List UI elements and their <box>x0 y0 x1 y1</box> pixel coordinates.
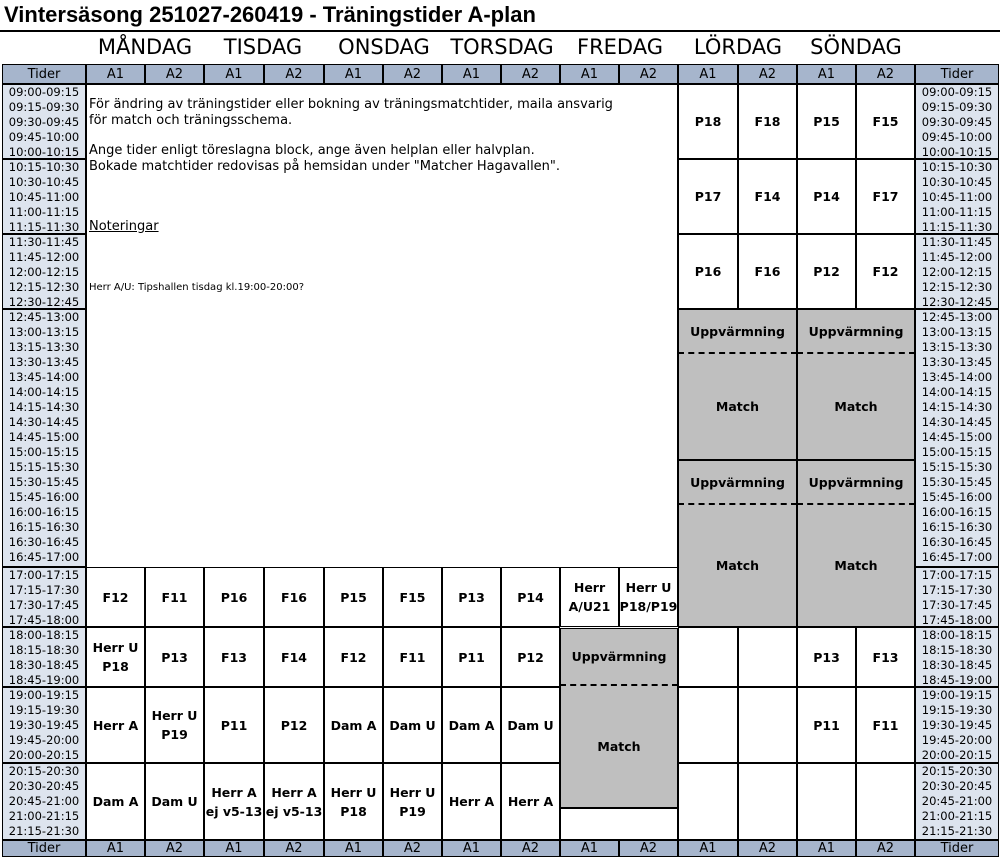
time-left-group-2 <box>2 234 86 309</box>
time-slot: 14:30-14:45 <box>8 415 80 429</box>
time-slot: 15:45-16:00 <box>921 490 993 504</box>
footer-wed-a1: A1 <box>324 840 383 857</box>
time-slot: 20:15-20:30 <box>8 764 80 778</box>
time-slot: 13:45-14:00 <box>921 370 993 384</box>
header-fri-a1: A1 <box>560 64 619 84</box>
schedule-cell: Herr A <box>86 687 145 763</box>
header-thu-a1: A1 <box>442 64 501 84</box>
schedule-cell: P12 <box>501 627 560 687</box>
sun-a2-block3: F12 <box>856 234 915 309</box>
time-slot: 11:45-12:00 <box>8 250 80 264</box>
time-slot: 14:00-14:15 <box>8 385 80 399</box>
schedule-cell: Dam A <box>86 763 145 840</box>
time-slot: 18:30-18:45 <box>8 658 80 672</box>
schedule-cell: Herr A ej v5-13 <box>264 763 324 840</box>
footer-thu-a2: A2 <box>501 840 560 857</box>
schedule-cell: Dam A <box>442 687 501 763</box>
time-slot: 09:45-10:00 <box>8 130 80 144</box>
time-right-group-5 <box>915 627 999 687</box>
header-sat-a2: A2 <box>738 64 797 84</box>
sun-a1-block3: P12 <box>797 234 856 309</box>
time-slot: 10:30-10:45 <box>921 175 993 189</box>
time-slot: 19:45-20:00 <box>921 733 993 747</box>
time-slot: 18:45-19:00 <box>921 673 993 687</box>
time-slot: 20:30-20:45 <box>8 779 80 793</box>
header-tider-left: Tider <box>2 64 86 84</box>
footer-sat-a2: A2 <box>738 840 797 857</box>
footer-thu-a1: A1 <box>442 840 501 857</box>
time-slot: 17:45-18:00 <box>921 613 993 627</box>
time-slot: 20:00-20:15 <box>921 748 993 762</box>
page-title: Vintersäsong 251027-260419 - Träningstider A-plan <box>4 2 536 27</box>
time-slot: 19:45-20:00 <box>8 733 80 747</box>
schedule-cell: F16 <box>264 567 324 627</box>
day-saturday: LÖRDAG <box>693 35 783 59</box>
sun-a2-block1: F15 <box>856 84 915 159</box>
time-slot: 12:30-12:45 <box>8 295 80 309</box>
header-tue-a1: A1 <box>204 64 264 84</box>
time-slot: 09:00-09:15 <box>921 85 993 99</box>
schedule-cell: Herr U P18/P19 <box>619 567 678 627</box>
sat-a2-empty-18 <box>738 627 797 687</box>
time-slot: 19:15-19:30 <box>8 703 80 717</box>
sat-a1-block3: P16 <box>678 234 738 309</box>
sat-a2-empty-19 <box>738 687 797 763</box>
time-slot: 21:00-21:15 <box>8 809 80 823</box>
time-slot: 19:00-19:15 <box>921 688 993 702</box>
schedule-cell: Herr A/U21 <box>560 567 619 627</box>
fri-empty <box>560 808 678 840</box>
header-tue-a2: A2 <box>264 64 324 84</box>
time-slot: 11:15-11:30 <box>921 220 993 234</box>
sat-a2-block3: F16 <box>738 234 797 309</box>
title-divider <box>0 30 1000 32</box>
sat-a1-block2: P17 <box>678 159 738 234</box>
time-slot: 10:15-10:30 <box>8 160 80 174</box>
header-wed-a1: A1 <box>324 64 383 84</box>
time-slot: 14:00-14:15 <box>921 385 993 399</box>
header-tider-right: Tider <box>915 64 999 84</box>
schedule-cell: P15 <box>324 567 383 627</box>
time-slot: 21:00-21:15 <box>921 809 993 823</box>
time-slot: 19:00-19:15 <box>8 688 80 702</box>
time-slot: 15:00-15:15 <box>8 445 80 459</box>
footer-tider-left: Tider <box>2 840 86 857</box>
time-slot: 15:00-15:15 <box>921 445 993 459</box>
time-slot: 12:00-12:15 <box>921 265 993 279</box>
time-right-group-4 <box>915 567 999 627</box>
sat-match-1: Match <box>678 354 797 460</box>
footer-fri-a2: A2 <box>619 840 678 857</box>
time-slot: 10:30-10:45 <box>8 175 80 189</box>
header-fri-a2: A2 <box>619 64 678 84</box>
sat-a2-empty-20 <box>738 763 797 840</box>
header-wed-a2: A2 <box>383 64 442 84</box>
time-right-group-1 <box>915 159 999 234</box>
sun-a1-empty-20 <box>797 763 856 840</box>
time-slot: 13:45-14:00 <box>8 370 80 384</box>
schedule-cell: P11 <box>204 687 264 763</box>
schedule-cell: Dam U <box>145 763 204 840</box>
sat-a1-empty-19 <box>678 687 738 763</box>
time-slot: 14:15-14:30 <box>921 400 993 414</box>
footer-mon-a2: A2 <box>145 840 204 857</box>
time-slot: 18:30-18:45 <box>921 658 993 672</box>
sat-a1-empty-20 <box>678 763 738 840</box>
footer-tue-a2: A2 <box>264 840 324 857</box>
time-left-group-5 <box>2 627 86 687</box>
time-slot: 14:15-14:30 <box>8 400 80 414</box>
schedule-cell: Herr A <box>442 763 501 840</box>
schedule-cell: Herr U P19 <box>145 687 204 763</box>
time-slot: 19:30-19:45 <box>8 718 80 732</box>
time-slot: 17:00-17:15 <box>8 568 80 582</box>
time-slot: 16:15-16:30 <box>8 520 80 534</box>
header-thu-a2: A2 <box>501 64 560 84</box>
time-slot: 17:15-17:30 <box>921 583 993 597</box>
time-slot: 20:45-21:00 <box>921 794 993 808</box>
time-slot: 18:45-19:00 <box>8 673 80 687</box>
time-slot: 16:45-17:00 <box>921 550 993 564</box>
footer-mon-a1: A1 <box>86 840 145 857</box>
header-sat-a1: A1 <box>678 64 738 84</box>
time-slot: 12:30-12:45 <box>921 295 993 309</box>
sat-match-2: Match <box>678 505 797 627</box>
time-slot: 13:30-13:45 <box>8 355 80 369</box>
time-slot: 16:30-16:45 <box>921 535 993 549</box>
schedule-cell: Dam U <box>383 687 442 763</box>
header-mon-a2: A2 <box>145 64 204 84</box>
time-slot: 12:15-12:30 <box>8 280 80 294</box>
info-text-1: För ändring av träningstider eller bokning av träningsmatchtider, maila ansvarig för match och träningsschema. <box>89 97 613 128</box>
sun-match-2: Match <box>797 505 915 627</box>
time-slot: 15:30-15:45 <box>921 475 993 489</box>
sun-a2-19: F11 <box>856 687 915 763</box>
footer-sun-a2: A2 <box>856 840 915 857</box>
time-right-group-6 <box>915 687 999 763</box>
sat-a2-block1: F18 <box>738 84 797 159</box>
schedule-cell: Herr U P19 <box>383 763 442 840</box>
day-thursday: TORSDAG <box>450 35 554 59</box>
time-slot: 10:15-10:30 <box>921 160 993 174</box>
time-left-group-6 <box>2 687 86 763</box>
time-slot: 20:45-21:00 <box>8 794 80 808</box>
time-slot: 12:15-12:30 <box>921 280 993 294</box>
schedule-cell: Herr U P18 <box>86 627 145 687</box>
time-slot: 13:15-13:30 <box>8 340 80 354</box>
time-slot: 21:15-21:30 <box>8 824 80 838</box>
time-slot: 11:30-11:45 <box>8 235 80 249</box>
time-slot: 15:30-15:45 <box>8 475 80 489</box>
time-slot: 15:45-16:00 <box>8 490 80 504</box>
day-tuesday: TISDAG <box>223 35 303 59</box>
time-slot: 20:00-20:15 <box>8 748 80 762</box>
schedule-cell: F11 <box>145 567 204 627</box>
time-slot: 16:15-16:30 <box>921 520 993 534</box>
time-slot: 19:30-19:45 <box>921 718 993 732</box>
sat-a1-empty-18 <box>678 627 738 687</box>
time-slot: 09:30-09:45 <box>921 115 993 129</box>
schedule-cell: P13 <box>145 627 204 687</box>
time-slot: 16:30-16:45 <box>8 535 80 549</box>
time-left-group-0 <box>2 84 86 159</box>
time-left-group-1 <box>2 159 86 234</box>
footer-sun-a1: A1 <box>797 840 856 857</box>
time-slot: 11:30-11:45 <box>921 235 993 249</box>
sat-warmup-1: Uppvärmning <box>678 309 797 354</box>
day-wednesday: ONSDAG <box>338 35 430 59</box>
sat-a2-block2: F14 <box>738 159 797 234</box>
time-left-group-3 <box>2 309 86 567</box>
time-slot: 09:15-09:30 <box>921 100 993 114</box>
footer-tider-right: Tider <box>915 840 999 857</box>
time-slot: 14:30-14:45 <box>921 415 993 429</box>
sun-a2-block2: F17 <box>856 159 915 234</box>
time-slot: 10:45-11:00 <box>921 190 993 204</box>
schedule-cell: F13 <box>204 627 264 687</box>
time-slot: 11:00-11:15 <box>921 205 993 219</box>
time-slot: 17:30-17:45 <box>8 598 80 612</box>
time-slot: 17:15-17:30 <box>8 583 80 597</box>
time-slot: 12:45-13:00 <box>8 310 80 324</box>
time-slot: 13:00-13:15 <box>8 325 80 339</box>
time-slot: 17:00-17:15 <box>921 568 993 582</box>
time-slot: 11:15-11:30 <box>8 220 80 234</box>
fri-match: Match <box>560 686 678 808</box>
footer-sat-a1: A1 <box>678 840 738 857</box>
notes-heading: Noteringar <box>89 219 159 234</box>
schedule-cell: F12 <box>86 567 145 627</box>
time-slot: 19:15-19:30 <box>921 703 993 717</box>
time-slot: 13:00-13:15 <box>921 325 993 339</box>
time-slot: 12:00-12:15 <box>8 265 80 279</box>
schedule-cell: P14 <box>501 567 560 627</box>
sun-a1-block1: P15 <box>797 84 856 159</box>
time-left-group-4 <box>2 567 86 627</box>
time-slot: 12:45-13:00 <box>921 310 993 324</box>
day-friday: FREDAG <box>576 35 663 59</box>
time-slot: 18:15-18:30 <box>921 643 993 657</box>
time-slot: 17:45-18:00 <box>8 613 80 627</box>
schedule-cell: F12 <box>324 627 383 687</box>
time-slot: 15:15-15:30 <box>8 460 80 474</box>
time-slot: 16:45-17:00 <box>8 550 80 564</box>
footer-fri-a1: A1 <box>560 840 619 857</box>
schedule-cell: Dam U <box>501 687 560 763</box>
time-slot: 09:45-10:00 <box>921 130 993 144</box>
sat-warmup-2: Uppvärmning <box>678 460 797 505</box>
time-right-group-7 <box>915 763 999 840</box>
sun-a1-18: P13 <box>797 627 856 687</box>
schedule-cell: F14 <box>264 627 324 687</box>
schedule-grid <box>2 64 999 859</box>
time-slot: 10:00-10:15 <box>8 145 80 159</box>
time-slot: 09:15-09:30 <box>8 100 80 114</box>
sun-warmup-1: Uppvärmning <box>797 309 915 354</box>
info-text-2: Ange tider enligt töreslagna block, ange även helplan eller halvplan. Bokade matchtider redovisas på hemsidan under "Matcher Hagavallen". <box>89 143 561 174</box>
header-mon-a1: A1 <box>86 64 145 84</box>
time-slot: 13:15-13:30 <box>921 340 993 354</box>
time-slot: 18:00-18:15 <box>921 628 993 642</box>
schedule-cell: F11 <box>383 627 442 687</box>
fri-warmup: Uppvärmning <box>560 628 678 686</box>
note-item: Herr A/U: Tipshallen tisdag kl.19:00-20:00? <box>89 282 305 293</box>
header-sun-a1: A1 <box>797 64 856 84</box>
schedule-cell: P16 <box>204 567 264 627</box>
time-slot: 16:00-16:15 <box>8 505 80 519</box>
time-slot: 09:30-09:45 <box>8 115 80 129</box>
time-slot: 20:30-20:45 <box>921 779 993 793</box>
info-panel <box>86 84 678 568</box>
day-sunday: SÖNDAG <box>810 35 902 59</box>
schedule-cell: P11 <box>442 627 501 687</box>
sat-a1-block1: P18 <box>678 84 738 159</box>
time-slot: 14:45-15:00 <box>8 430 80 444</box>
time-left-group-7 <box>2 763 86 840</box>
sun-warmup-2: Uppvärmning <box>797 460 915 505</box>
footer-tue-a1: A1 <box>204 840 264 857</box>
time-slot: 18:15-18:30 <box>8 643 80 657</box>
time-slot: 11:00-11:15 <box>8 205 80 219</box>
time-slot: 14:45-15:00 <box>921 430 993 444</box>
time-right-group-0 <box>915 84 999 159</box>
sun-a2-18: F13 <box>856 627 915 687</box>
schedule-cell: Herr A <box>501 763 560 840</box>
time-slot: 20:15-20:30 <box>921 764 993 778</box>
time-slot: 18:00-18:15 <box>8 628 80 642</box>
time-slot: 21:15-21:30 <box>921 824 993 838</box>
sun-a1-19: P11 <box>797 687 856 763</box>
schedule-cell: Herr A ej v5-13 <box>204 763 264 840</box>
schedule-cell: Herr U P18 <box>324 763 383 840</box>
sun-a1-block2: P14 <box>797 159 856 234</box>
schedule-cell: P13 <box>442 567 501 627</box>
time-slot: 17:30-17:45 <box>921 598 993 612</box>
time-slot: 11:45-12:00 <box>921 250 993 264</box>
footer-wed-a2: A2 <box>383 840 442 857</box>
time-right-group-3 <box>915 309 999 567</box>
time-slot: 10:45-11:00 <box>8 190 80 204</box>
sun-a2-empty-20 <box>856 763 915 840</box>
schedule-cell: P12 <box>264 687 324 763</box>
time-slot: 13:30-13:45 <box>921 355 993 369</box>
schedule-cell: Dam A <box>324 687 383 763</box>
time-right-group-2 <box>915 234 999 309</box>
time-slot: 09:00-09:15 <box>8 85 80 99</box>
header-sun-a2: A2 <box>856 64 915 84</box>
sun-match-1: Match <box>797 354 915 460</box>
day-monday: MÅNDAG <box>97 35 193 59</box>
time-slot: 10:00-10:15 <box>921 145 993 159</box>
schedule-cell: F15 <box>383 567 442 627</box>
time-slot: 15:15-15:30 <box>921 460 993 474</box>
time-slot: 16:00-16:15 <box>921 505 993 519</box>
